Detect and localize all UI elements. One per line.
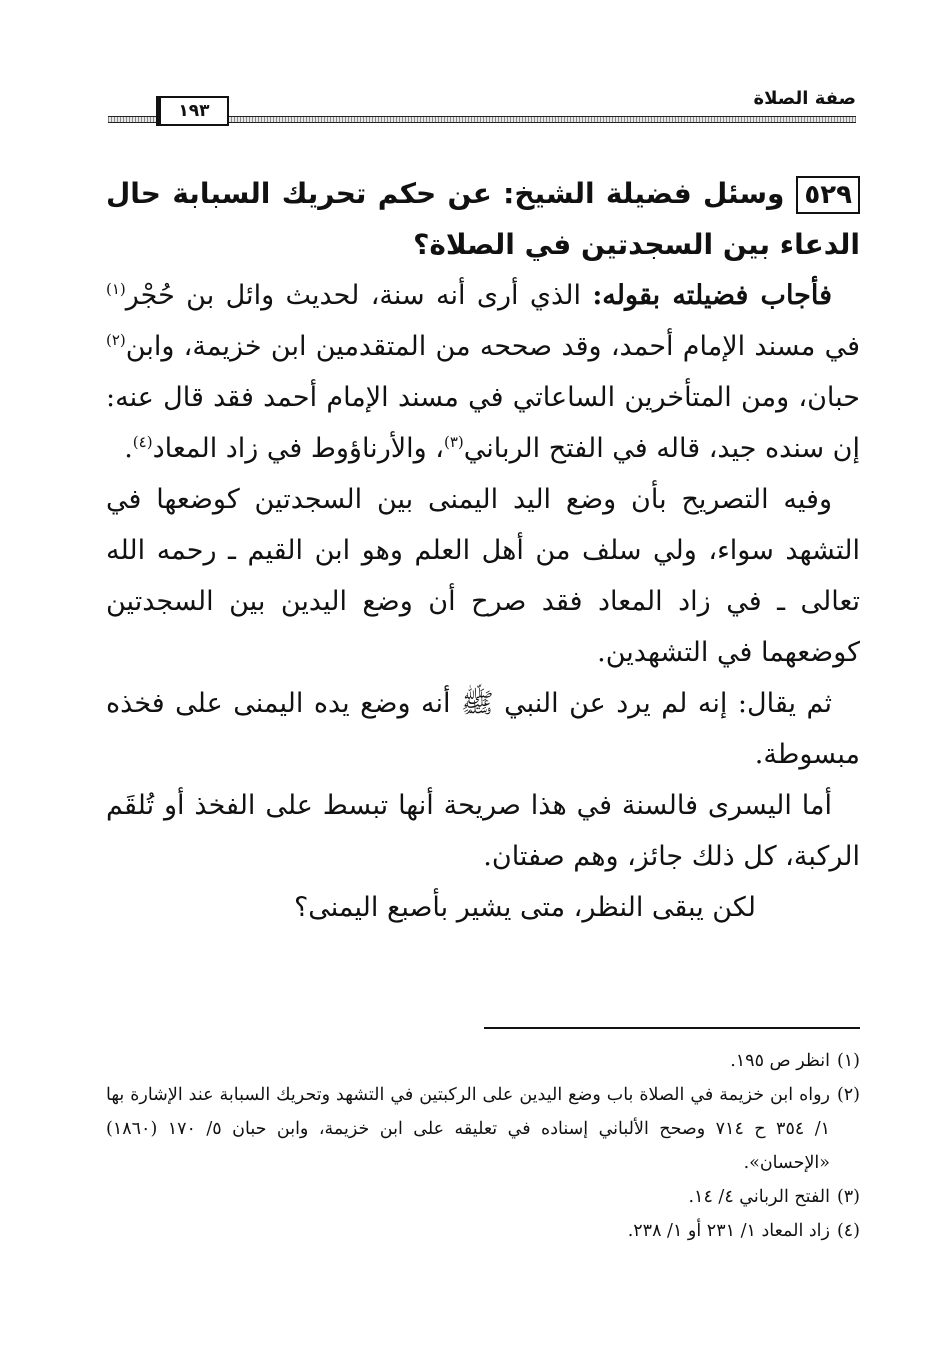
answer-text-3: حبان، ومن المتأخرين الساعاتي في مسند الإمام أحمد فقد قال عنه: إن سنده جيد، قاله في الفتح الرباني — [106, 382, 860, 464]
footnotes — [106, 1044, 860, 1248]
running-title: صفة الصلاة — [753, 88, 856, 109]
question-number: ٥٢٩ — [796, 176, 860, 214]
footnote-mark: (٢) — [836, 1085, 860, 1105]
footnote-ref-3: (٣) — [443, 433, 464, 451]
footnote-text: زاد المعاد ١/ ٢٣١ أو ١/ ٢٣٨. — [627, 1221, 830, 1241]
main-text — [106, 168, 860, 933]
footnote-mark: (٣) — [836, 1187, 860, 1207]
question — [106, 168, 860, 270]
footnote-ref-1: (١) — [106, 280, 126, 298]
footnote-text: انظر ص ١٩٥. — [730, 1051, 830, 1071]
answer-text-1: الذي أرى أنه سنة، لحديث وائل بن حُجْر — [125, 280, 593, 311]
footnote-1 — [106, 1044, 860, 1078]
footnote-3 — [106, 1180, 860, 1214]
footnote-ref-2: (٢) — [106, 331, 126, 349]
footnote-4 — [106, 1214, 860, 1248]
answer-lead: فأجاب فضيلته بقوله: — [592, 280, 833, 311]
answer-paragraph-5: لكن يبقى النظر، متى يشير بأصبع اليمنى؟ — [293, 892, 756, 923]
footnote-separator — [484, 1027, 860, 1029]
answer-text-2: في مسند الإمام أحمد، وقد صححه من المتقدمين ابن خزيمة، وابن — [125, 331, 860, 362]
footnote-ref-4: (٤) — [132, 433, 153, 451]
answer-text-4: ، والأرناؤوط في زاد المعاد — [152, 433, 444, 464]
footnote-text: رواه ابن خزيمة في الصلاة باب وضع اليدين على الركبتين في التشهد وتحريك السبابة عند الإشارة بها ١/ ٣٥٤ ح ٧١٤ وصحح الألباني إسناده في تعليقه على ابن خزيمة، وابن حبان ٥/ ١٧٠ (١٨٦٠) «الإحسان». — [106, 1085, 831, 1173]
answer-paragraph-3: ثم يقال: إنه لم يرد عن النبي ﷺ أنه وضع يده اليمنى على فخذه مبسوطة. — [106, 688, 860, 770]
page-number: ١٩٣ — [156, 96, 229, 126]
answer-text-5: . — [124, 433, 133, 464]
footnote-text: الفتح الرباني ٤/ ١٤. — [688, 1187, 830, 1207]
footnote-mark: (١) — [836, 1051, 860, 1071]
answer-paragraph-1 — [106, 270, 860, 474]
answer-paragraph-2: وفيه التصريح بأن وضع اليد اليمنى بين السجدتين كوضعها في التشهد سواء، ولي سلف من أهل العلم وهو ابن القيم ـ رحمه الله تعالى ـ في زاد المعاد فقد صرح أن وضع اليدين بين السجدتين كوضعهما في التشهدين. — [106, 484, 860, 668]
footnote-mark: (٤) — [836, 1221, 860, 1241]
answer-paragraph-4: أما اليسرى فالسنة في هذا صريحة أنها تبسط على الفخذ أو تُلقَم الركبة، كل ذلك جائز، وهم صفتان. — [106, 790, 860, 872]
footnote-2 — [106, 1078, 860, 1180]
page-header — [108, 86, 856, 130]
question-text: وسئل فضيلة الشيخ: عن حكم تحريك السبابة حال الدعاء بين السجدتين في الصلاة؟ — [106, 177, 860, 261]
